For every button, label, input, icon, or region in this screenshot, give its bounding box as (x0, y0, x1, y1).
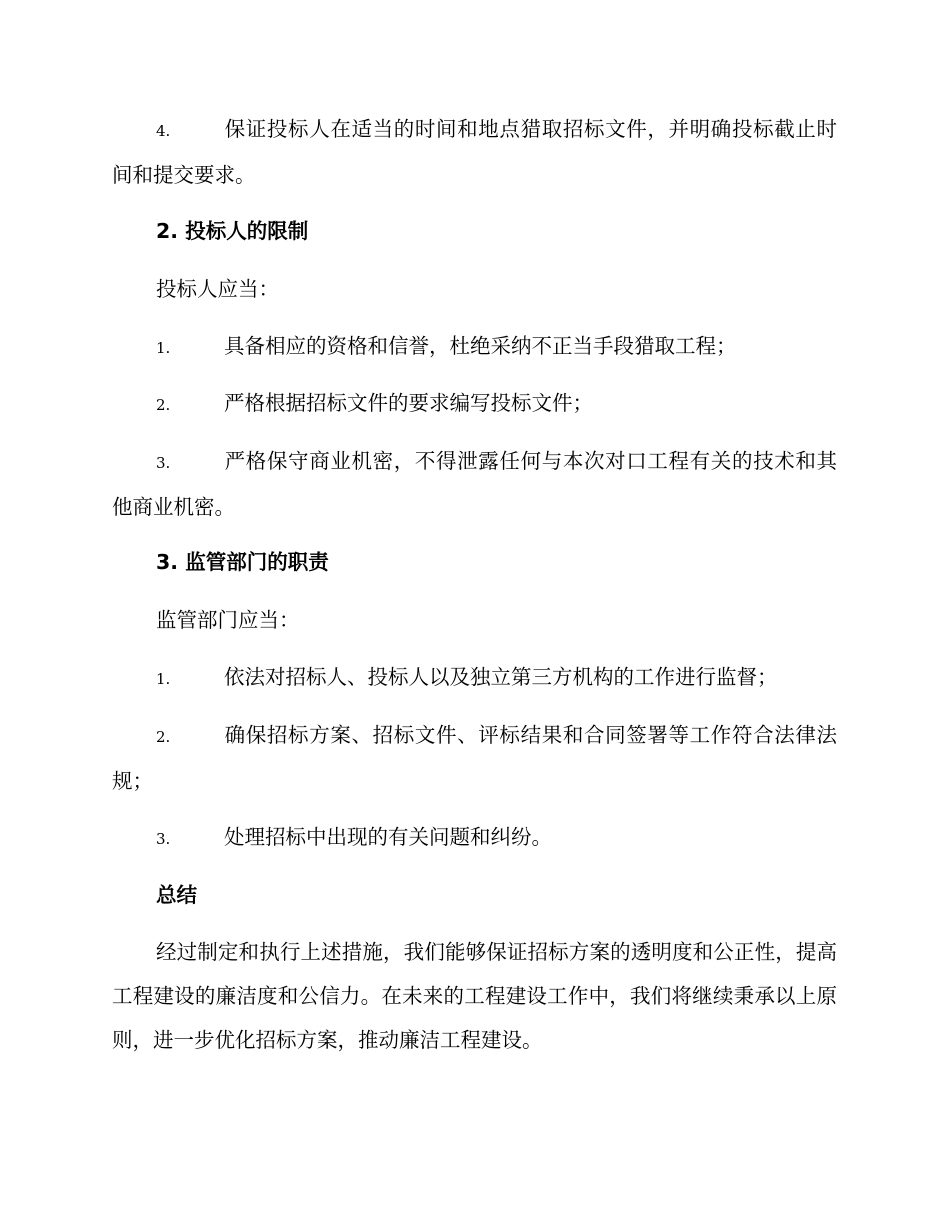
list-item (112, 107, 837, 197)
list-item-number: 1. (156, 670, 171, 688)
list-item (112, 713, 837, 803)
list-item-text: 严格保守商业机密，不得泄露任何与本次对口工程有关的技术和其他商业机密。 (112, 449, 837, 519)
list-item-text: 处理招标中出现的有关问题和纠纷。 (224, 825, 552, 849)
section-intro: 监管部门应当： (156, 608, 300, 632)
section-heading-supervision-duties: 3. 监管部门的职责 (156, 550, 329, 574)
list-item (112, 439, 837, 529)
list-item-number: 4. (156, 122, 171, 140)
list-item (112, 381, 837, 427)
list-item-number: 2. (156, 728, 171, 746)
list-item-number: 3. (156, 454, 171, 472)
section-heading-bidder-restrictions: 2. 投标人的限制 (156, 219, 309, 243)
list-item-text: 保证投标人在适当的时间和地点猎取招标文件，并明确投标截止时间和提交要求。 (112, 117, 837, 187)
list-item (112, 655, 837, 701)
list-item (112, 324, 837, 370)
summary-paragraph: 经过制定和执行上述措施，我们能够保证招标方案的透明度和公正性，提高工程建设的廉洁度和公信力。在未来的工程建设工作中，我们将继续秉承以上原则，进一步优化招标方案，推动廉洁工程建设。 (112, 940, 837, 1052)
section-intro: 投标人应当： (156, 277, 279, 301)
list-item-text: 具备相应的资格和信誉，杜绝采纳不正当手段猎取工程； (224, 334, 737, 358)
list-item-text: 严格根据招标文件的要求编写投标文件； (224, 391, 593, 415)
section-heading-summary: 总结 (156, 883, 197, 907)
list-item-text: 依法对招标人、投标人以及独立第三方机构的工作进行监督； (224, 665, 778, 689)
list-item-number: 1. (156, 339, 171, 357)
list-item-number: 2. (156, 396, 171, 414)
list-item (112, 815, 837, 861)
list-item-number: 3. (156, 830, 171, 848)
list-item-text: 确保招标方案、招标文件、评标结果和合同签署等工作符合法律法规； (112, 723, 837, 793)
